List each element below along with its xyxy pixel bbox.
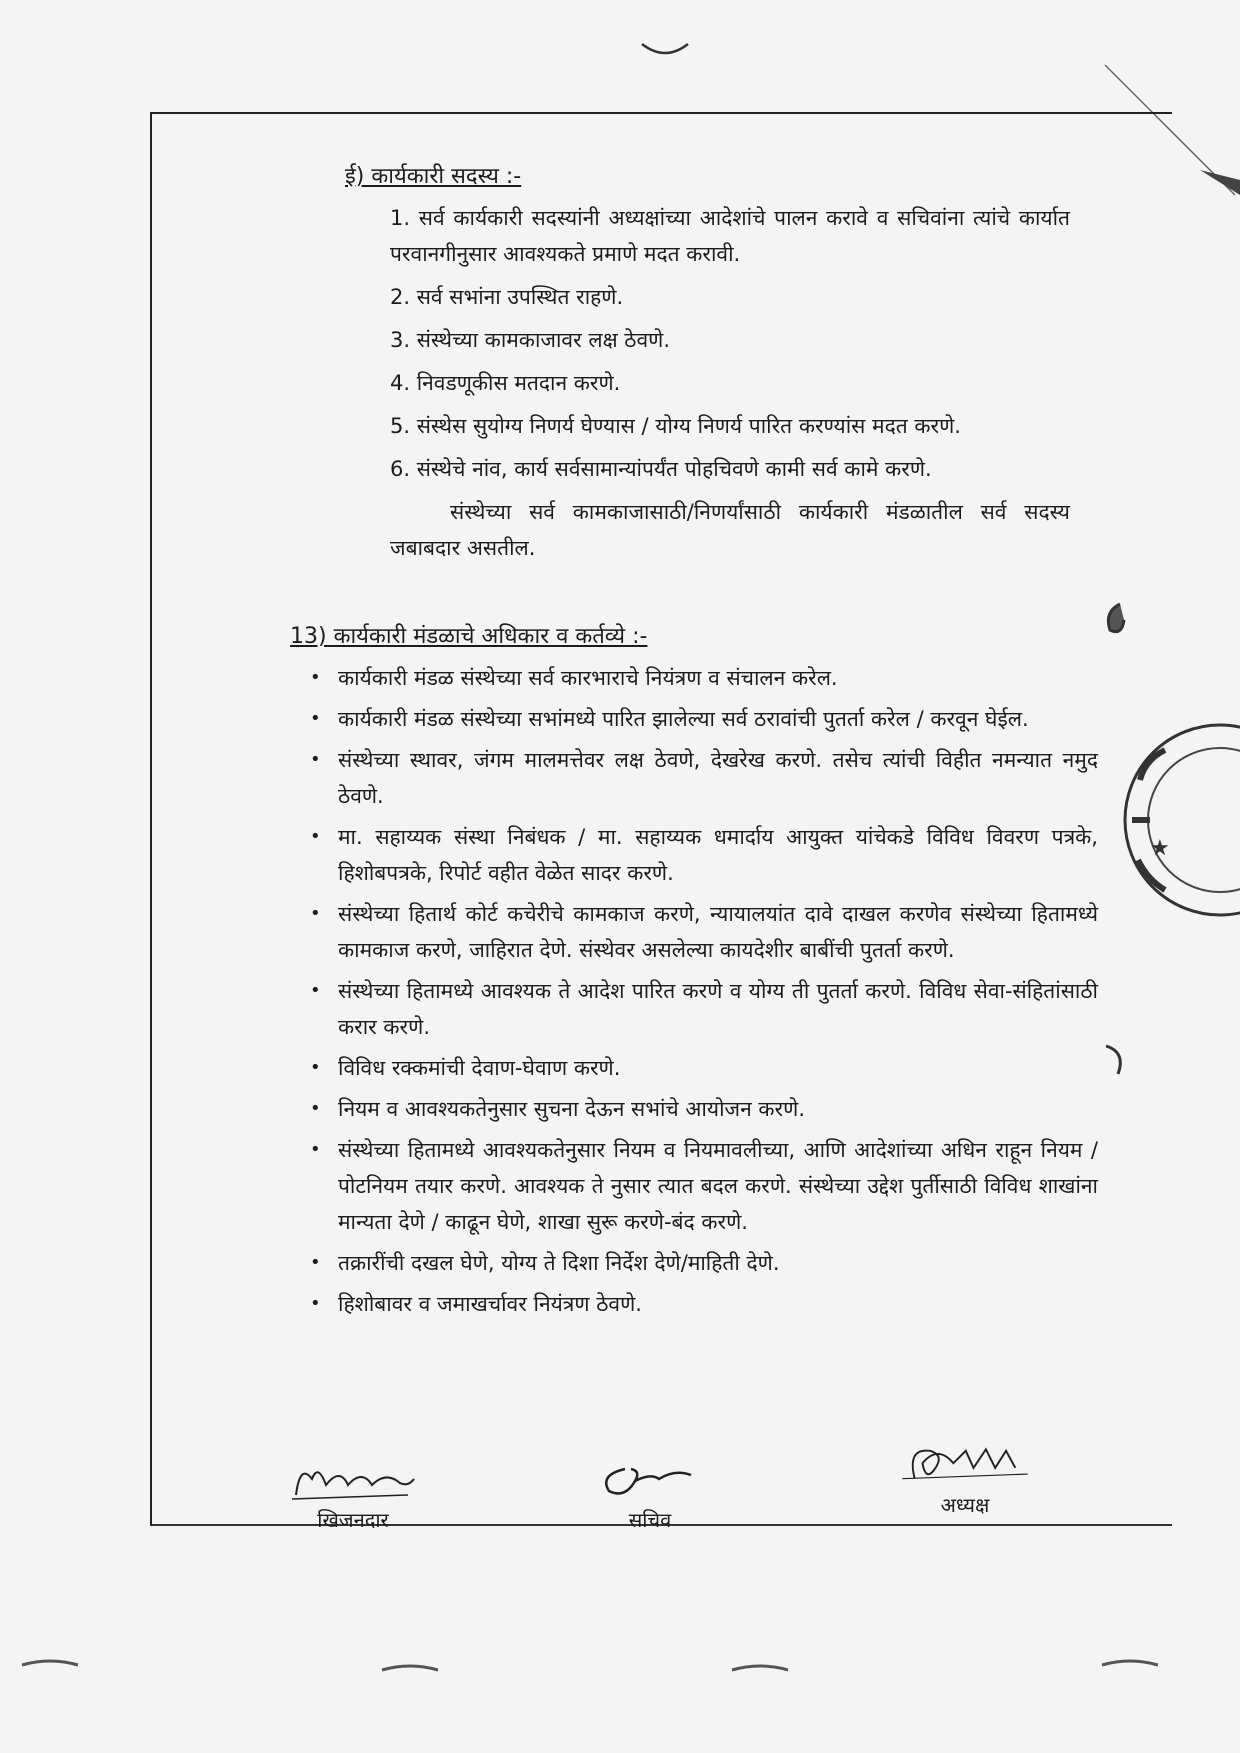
scan-hole-mark <box>1100 600 1130 640</box>
secretary-signature <box>595 1455 705 1533</box>
section-13-list <box>310 660 1098 1327</box>
scan-hole-mark <box>1100 1040 1130 1080</box>
list-item: • संस्थेच्या हितार्थ कोर्ट कचेरीचे कामकाज करणे, न्यायालयांत दावे दाखल करणेव संस्थेच्या हितामध्ये कामकाज करणे, जाहिरात देणे. संस्थेवर असलेल्या कायदेशीर बाबींची पुतर्ता करणे. <box>338 896 1098 968</box>
list-item: • तक्रारींची दखल घेणे, योग्य ते दिशा निर्देश देणे/माहिती देणे. <box>338 1245 1098 1281</box>
signature-scrawl <box>880 1440 1050 1488</box>
list-item: 1. सर्व कार्यकारी सदस्यांनी अध्यक्षांच्या आदेशांचे पालन करावे व सचिवांना त्यांचे कार्यात परवानगीनुसार आवश्यकते प्रमाणे मदत करावी. <box>390 206 1070 266</box>
section-e-note: संस्थेच्या सर्व कामकाजासाठी/निणर्यांसाठी कार्यकारी मंडळातील सर्व सदस्य जबाबदार असतील. <box>390 500 1070 560</box>
scan-squiggle-mark <box>640 40 690 60</box>
list-item: • कार्यकारी मंडळ संस्थेच्या सर्व कारभाराचे नियंत्रण व संचालन करेल. <box>338 660 1098 696</box>
section-e-list <box>390 200 1070 573</box>
list-item: • संस्थेच्या हितामध्ये आवश्यक ते आदेश पारित करणे व योग्य ती पुतर्ता करणे. विविध सेवा-संहितांसाठी करार करणे. <box>338 973 1098 1045</box>
list-item: • कार्यकारी मंडळ संस्थेच्या सभांमध्ये पारित झालेल्या सर्व ठरावांची पुतर्ता करेल / करवून घेईल. <box>338 701 1098 737</box>
list-item: 5. संस्थेस सुयोग्य निणर्य घेण्यास / योग्य निणर्य पारित करण्यांस मदत करणे. <box>390 414 961 438</box>
list-item: 2. सर्व सभांना उपस्थित राहणे. <box>390 285 624 309</box>
list-item: 6. संस्थेचे नांव, कार्य सर्वसामान्यांपर्यंत पोहचिवणे कामी सर्व कामे करणे. <box>390 457 932 481</box>
list-item: 3. संस्थेच्या कामकाजावर लक्ष ठेवणे. <box>390 328 671 352</box>
list-item: • नियम व आवश्यकतेनुसार सुचना देऊन सभांचे आयोजन करणे. <box>338 1091 1098 1127</box>
scan-edge-mark <box>1100 1655 1160 1669</box>
section-e-heading: ई) कार्यकारी सदस्य :- <box>345 164 522 189</box>
scan-edge-mark <box>380 1660 440 1674</box>
president-signature <box>880 1440 1050 1518</box>
signature-scrawl <box>288 1455 418 1503</box>
list-item: • विविध रक्कमांची देवाण-घेवाण करणे. <box>338 1050 1098 1086</box>
list-item: 4. निवडणूकीस मतदान करणे. <box>390 371 621 395</box>
svg-text:★: ★ <box>1150 836 1170 861</box>
list-item: • संस्थेच्या हितामध्ये आवश्यकतेनुसार नियम व नियमावलीच्या, आणि आदेशांच्या अधिन राहून नियम / पोटनियम तयार करणे. आवश्यक ते नुसार त्यात बदल करणे. संस्थेच्या उद्देश पुर्तीसाठी विविध शाखांना मान्यता देणे / काढून घेणे, शाखा सुरू करणे-बंद करणे. <box>338 1132 1098 1240</box>
list-item: • संस्थेच्या स्थावर, जंगम मालमत्तेवर लक्ष ठेवणे, देखरेख करणे. तसेच त्यांची विहीत नमन्यात नमुद ठेवणे. <box>338 742 1098 814</box>
scan-edge-mark <box>730 1660 790 1674</box>
secretary-title: सचिव <box>628 1508 672 1532</box>
seal-stamp <box>1070 720 1240 940</box>
signature-scrawl <box>595 1455 705 1503</box>
president-title: अध्यक्ष <box>940 1493 990 1517</box>
treasurer-title: खिजनदार <box>317 1508 389 1532</box>
list-item: • मा. सहाय्यक संस्था निबंधक / मा. सहाय्यक धमार्दाय आयुक्त यांचेकडे विविध विवरण पत्रके, हिशोबपत्रके, रिपोर्ट वहीत वेळेत सादर करणे. <box>338 819 1098 891</box>
list-item: • हिशोबावर व जमाखर्चावर नियंत्रण ठेवणे. <box>338 1286 1098 1322</box>
scan-edge-mark <box>20 1655 80 1669</box>
section-13-heading: 13) कार्यकारी मंडळाचे अधिकार व कर्तव्ये :- <box>290 624 648 649</box>
treasurer-signature <box>288 1455 418 1533</box>
